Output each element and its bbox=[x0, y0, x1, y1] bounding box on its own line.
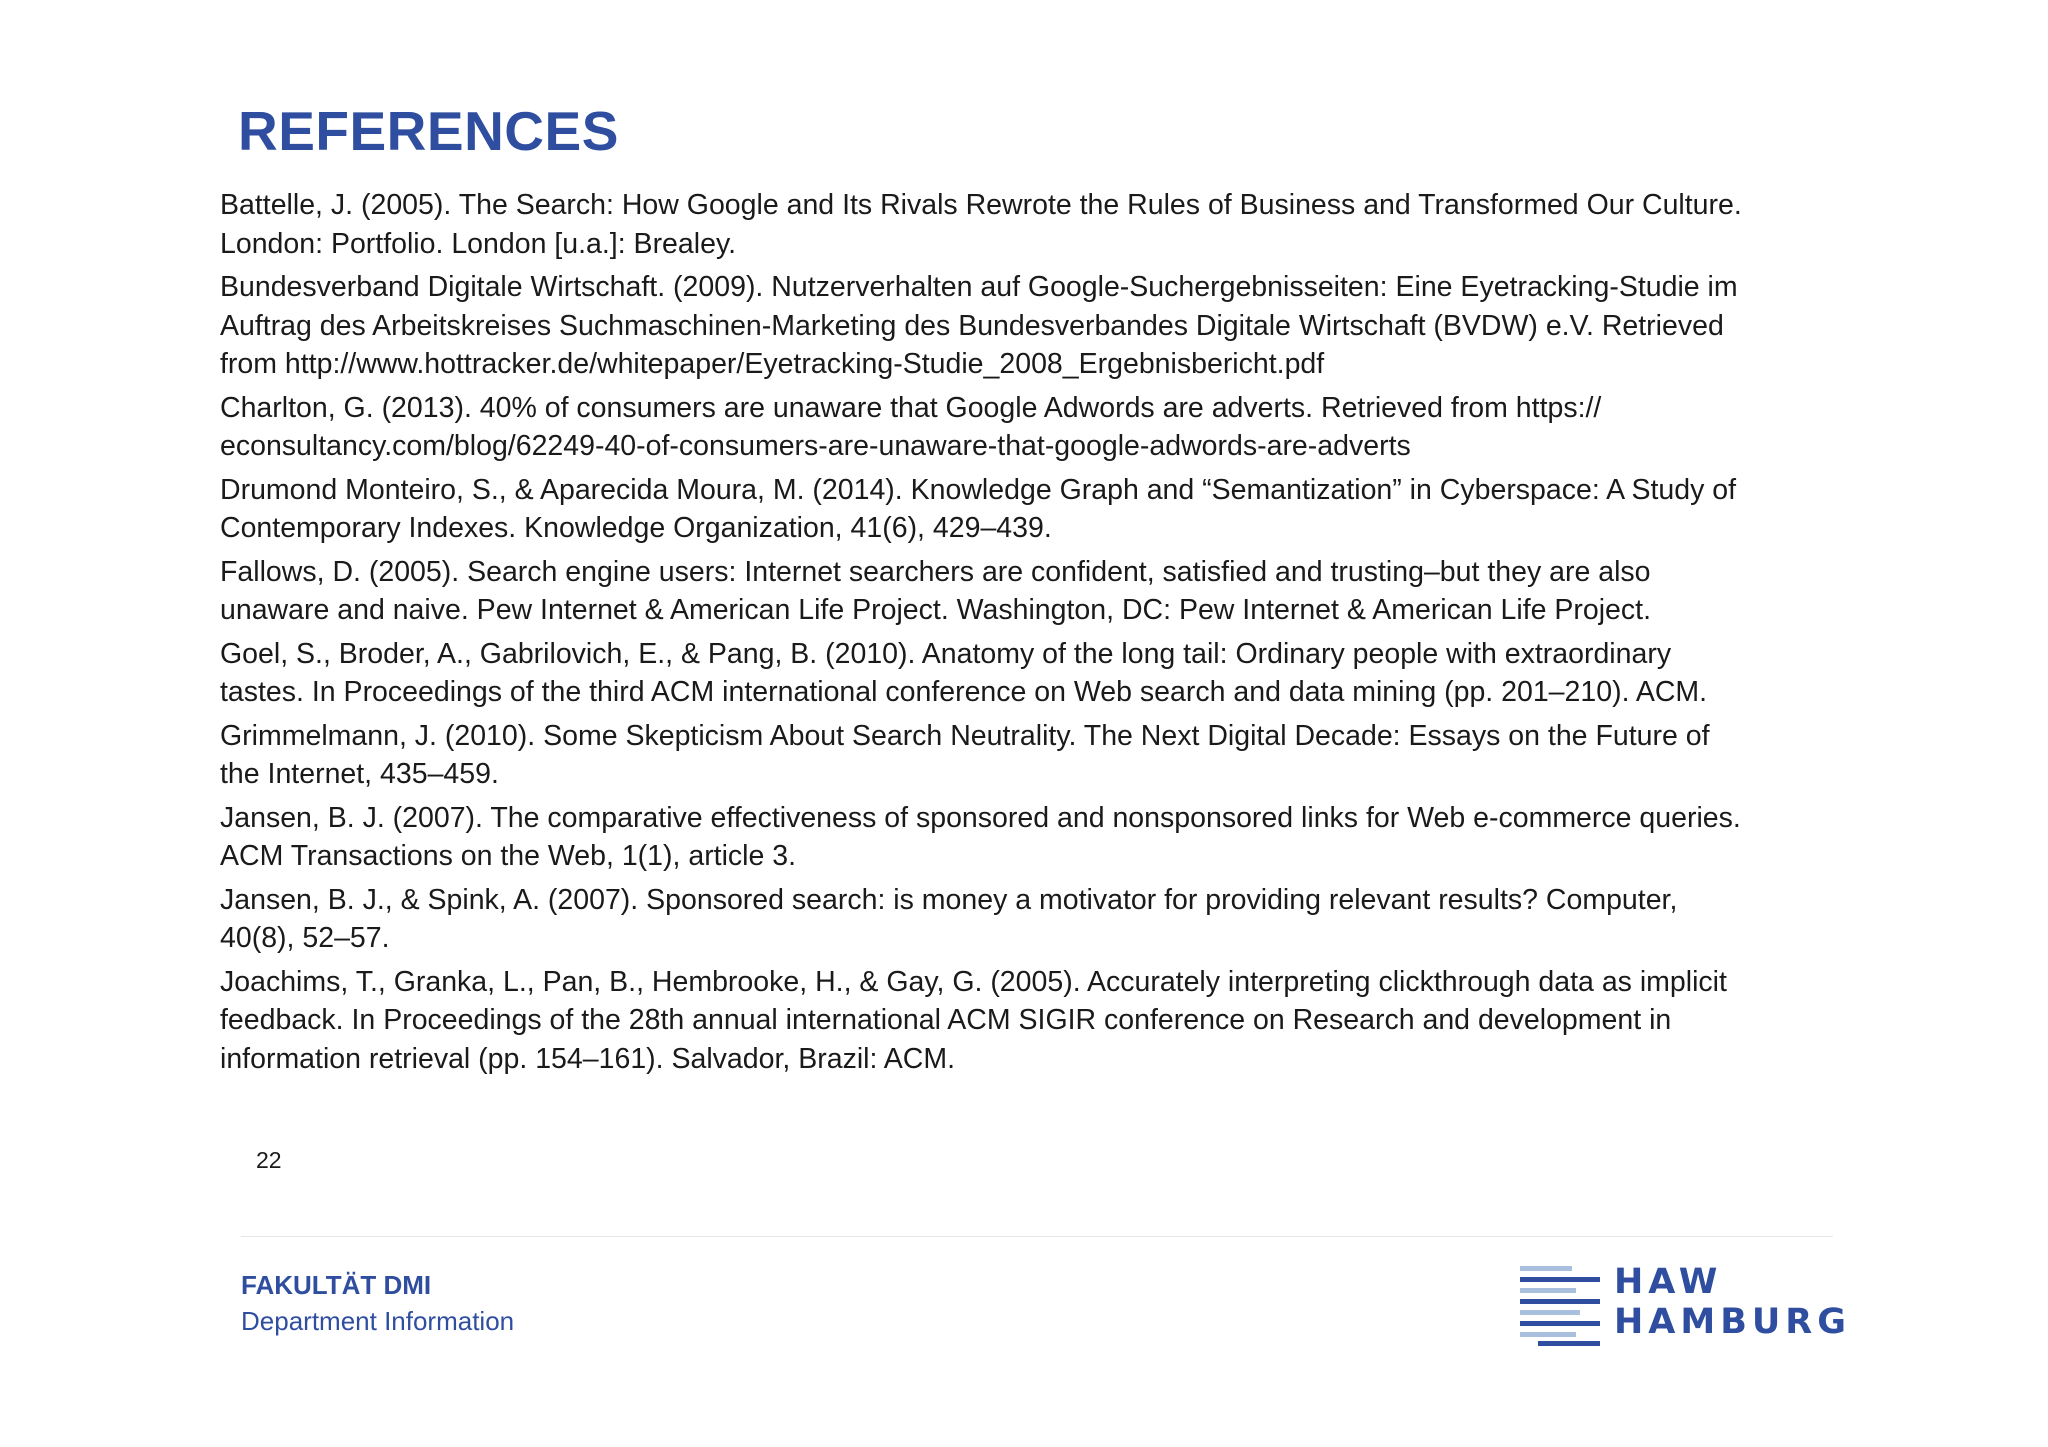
reference-item: Drumond Monteiro, S., & Aparecida Moura, M. (2014). Knowledge Graph and “Semantization” in Cyberspace: A Study of Contemporary Indexes. Knowledge Organization, 41(6), 429–439. bbox=[220, 473, 1737, 544]
reference-item: Goel, S., Broder, A., Gabrilovich, E., & Pang, B. (2010). Anatomy of the long tail: Ordinary people with extraordinary tastes. In Proceedings of the third ACM international conference on Web search and data mining (pp. 201–210). ACM. bbox=[220, 637, 1708, 708]
faculty-name: FAKULTÄT DMI bbox=[241, 1270, 432, 1300]
department-name: Department Information bbox=[241, 1306, 515, 1336]
reference-item: Joachims, T., Granka, L., Pan, B., Hembrooke, H., & Gay, G. (2005). Accurately interpreting clickthrough data as implicit feedback. In Proceedings of the 28th annual international ACM SIGIR conference on Research and development in information retrieval (pp. 154–161). Salvador, Brazil: ACM. bbox=[220, 965, 1727, 1075]
reference-item: Grimmelmann, J. (2010). Some Skepticism About Search Neutrality. The Next Digital Decade: Essays on the Future of the Internet, 435–459. bbox=[220, 719, 1710, 790]
reference-item: Jansen, B. J. (2007). The comparative effectiveness of sponsored and nonsponsored links for Web e-commerce queries. ACM Transactions on the Web, 1(1), article 3. bbox=[220, 801, 1741, 872]
footer-divider bbox=[241, 1236, 1833, 1237]
slide-title: REFERENCES bbox=[238, 100, 619, 162]
reference-item: Battelle, J. (2005). The Search: How Google and Its Rivals Rewrote the Rules of Business and Transformed Our Culture. London: Portfolio. London [u.a.]: Brealey. bbox=[220, 189, 1742, 260]
reference-item: Charlton, G. (2013). 40% of consumers are unaware that Google Adwords are adverts. Retrieved from https:// econsultancy.com/blog/62249-40-of-consumers-are-unaware-that-google-adwords-are-adverts bbox=[220, 391, 1602, 462]
logo-line-hamburg: HAMBURG bbox=[1614, 1302, 1851, 1342]
haw-hamburg-logo bbox=[1518, 1262, 1851, 1352]
reference-item: Fallows, D. (2005). Search engine users: Internet searchers are confident, satisfied and trusting–but they are also unaware and naive. Pew Internet & American Life Project. Washington, DC: Pew Internet & American Life Project. bbox=[220, 555, 1651, 626]
reference-list bbox=[220, 186, 1820, 1083]
logo-wordmark bbox=[1614, 1262, 1851, 1342]
logo-line-haw: HAW bbox=[1614, 1262, 1723, 1302]
reference-item: Jansen, B. J., & Spink, A. (2007). Sponsored search: is money a motivator for providing relevant results? Computer, 40(8), 52–57. bbox=[220, 883, 1678, 954]
page-number: 22 bbox=[256, 1147, 282, 1173]
haw-stripes-icon bbox=[1518, 1266, 1602, 1346]
reference-item: Bundesverband Digitale Wirtschaft. (2009). Nutzerverhalten auf Google-Suchergebnisseiten: Eine Eyetracking-Studie im Auftrag des Arbeitskreises Suchmaschinen-Marketing des Bundesverbandes Digitale Wirtschaft (BVDW) e.V. Retrieved from http://www.hottracker.de/whitepaper/Eyetracking-Studie_2008_Ergebnisbericht.pdf bbox=[220, 271, 1738, 380]
